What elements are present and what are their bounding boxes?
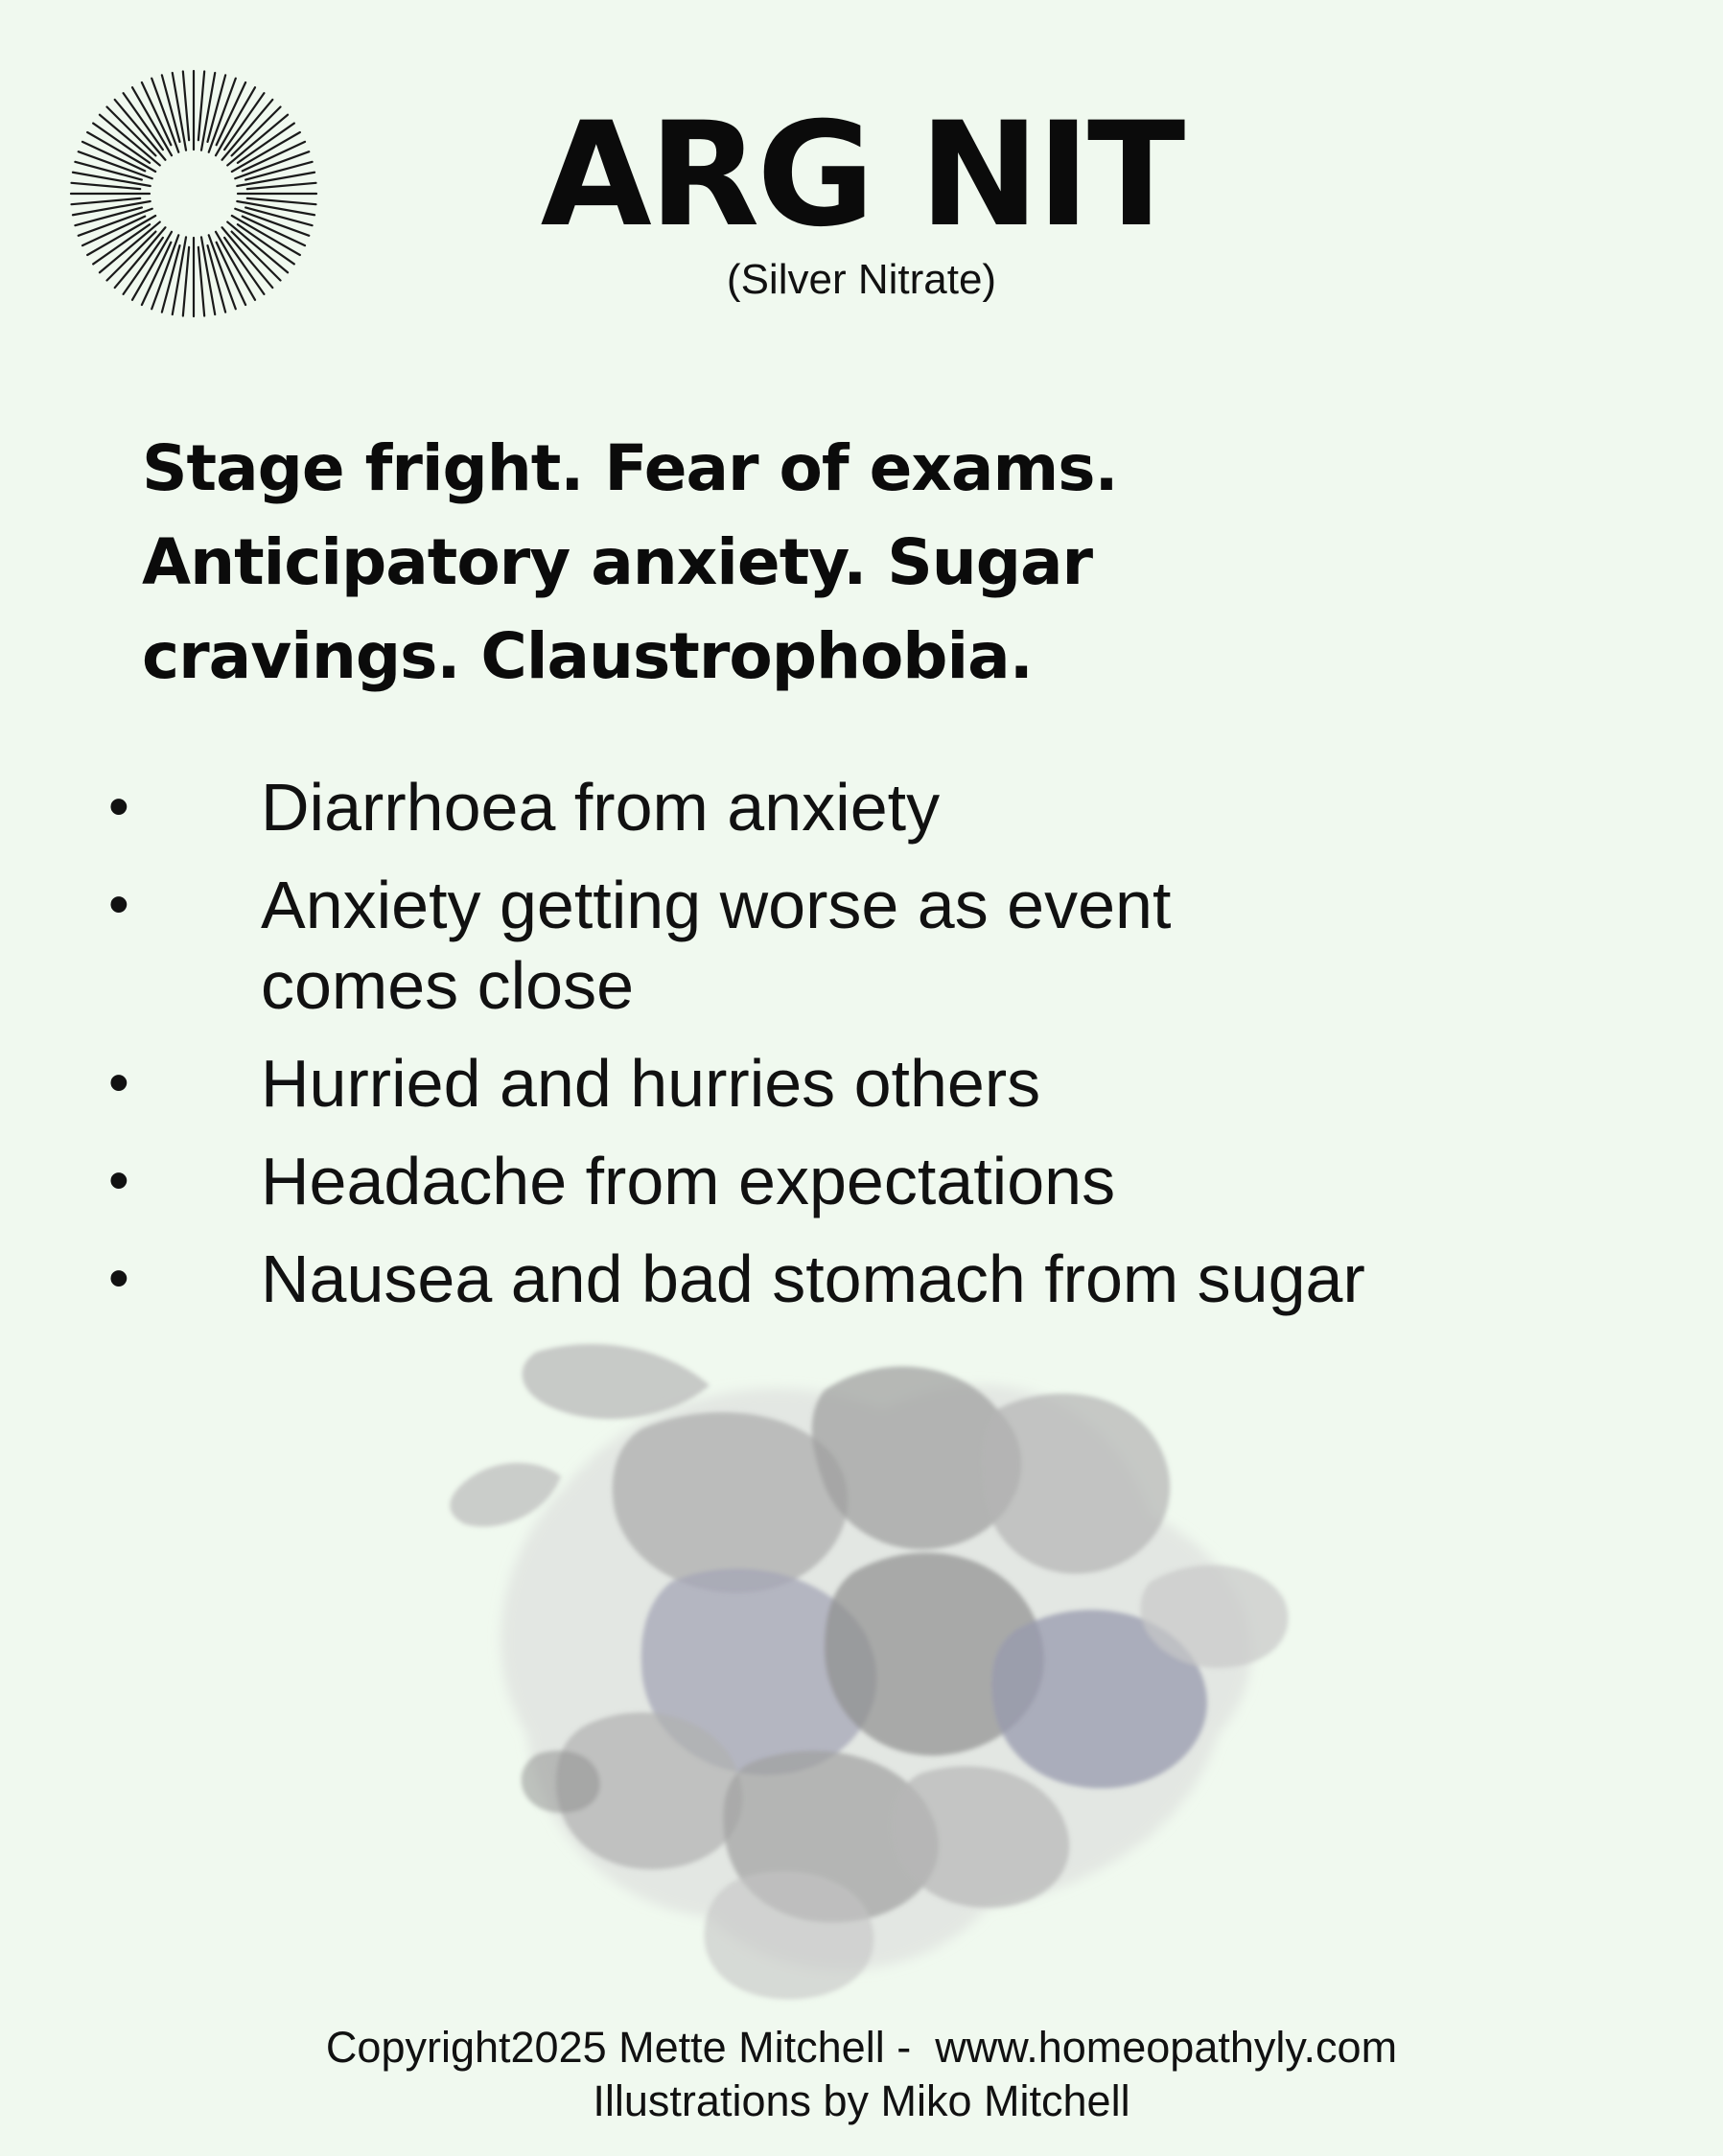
symptom-item: [0, 767, 1365, 847]
lead-line: Stage fright. Fear of exams.: [142, 431, 1118, 505]
symptom-item: [0, 865, 1365, 1026]
bullet-icon: •: [108, 774, 129, 840]
watercolor-stain-illustration: [422, 1294, 1314, 2023]
symptom-text: Hurried and hurries others: [261, 1046, 1041, 1121]
bullet-icon: •: [108, 1148, 129, 1214]
stain-blob: [522, 1750, 600, 1813]
symptom-text: Anxiety getting worse as event: [261, 868, 1172, 942]
symptom-item: [0, 1043, 1365, 1124]
symptom-item: [0, 1141, 1365, 1221]
stain-blob: [704, 1871, 873, 1999]
page-title: ARG NIT: [540, 92, 1183, 259]
bullet-icon: •: [108, 871, 129, 938]
symptom-text-continued: comes close: [261, 948, 635, 1023]
illustration-credit: Illustrations by Miko Mitchell: [593, 2076, 1130, 2125]
lead-line: cravings. Claustrophobia.: [142, 619, 1033, 693]
bullet-icon: •: [108, 1245, 129, 1311]
lead-line: Anticipatory anxiety. Sugar: [142, 525, 1093, 599]
symptom-list: [0, 767, 1365, 1336]
symptom-text: Diarrhoea from anxiety: [261, 770, 941, 845]
symptom-text: Nausea and bad stomach from sugar: [261, 1241, 1365, 1316]
stain-blob: [982, 1394, 1170, 1574]
page-footer: [0, 2021, 1723, 2128]
bullet-icon: •: [108, 1050, 129, 1116]
page-subtitle: (Silver Nitrate): [726, 256, 997, 303]
copyright-text: Copyright2025 Mette Mitchell - www.homeopathyly.com: [325, 2023, 1398, 2072]
symptom-text: Headache from expectations: [261, 1144, 1116, 1218]
lead-paragraph: [142, 422, 1118, 704]
